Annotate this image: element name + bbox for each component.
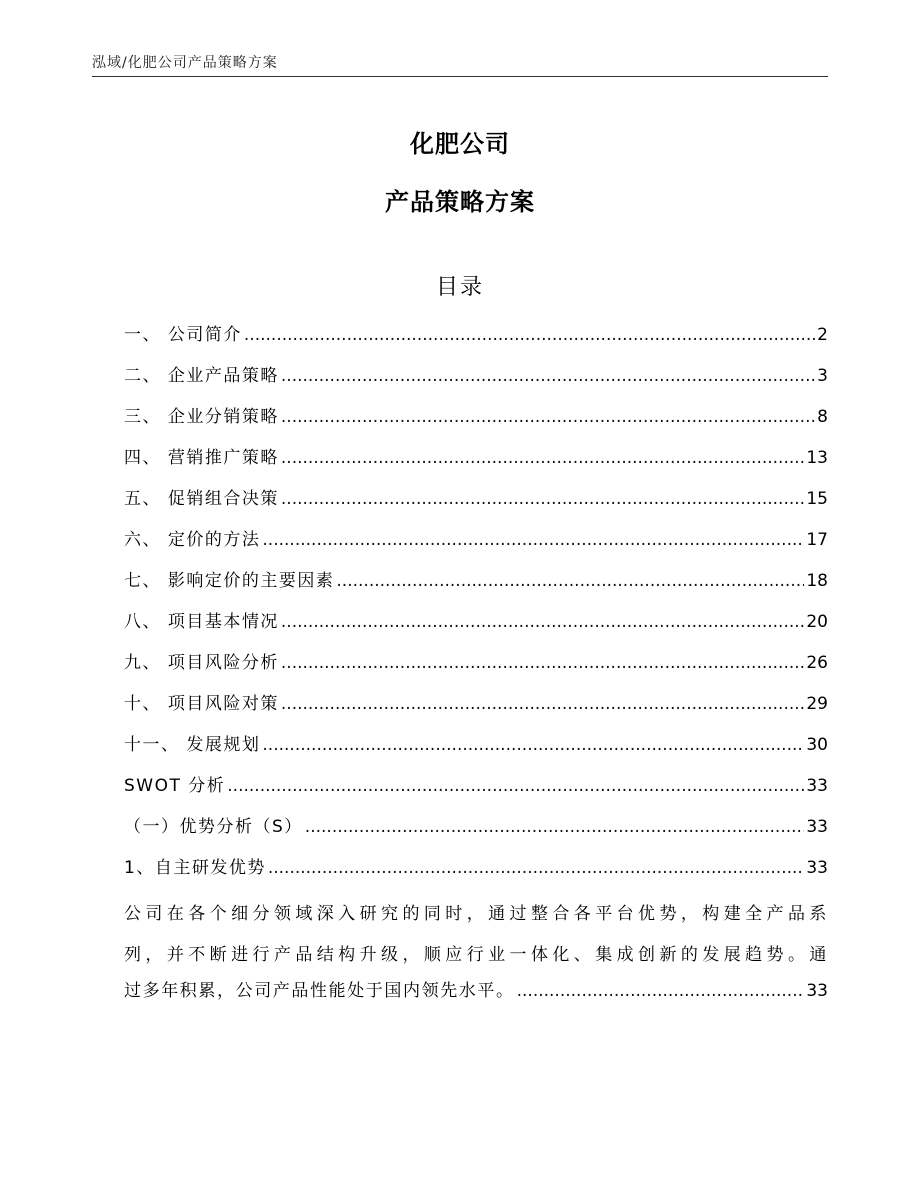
toc-leader-dots — [268, 858, 805, 878]
toc-entry-label: 五、 促销组合决策 — [124, 489, 279, 509]
toc-entry-label: 八、 项目基本情况 — [124, 612, 279, 632]
toc-leader-dots — [281, 489, 804, 509]
toc-leader-dots — [262, 735, 804, 755]
toc-leader-dots — [281, 366, 815, 386]
toc-entry[interactable] — [124, 566, 828, 607]
toc-entry-label: 十一、 发展规划 — [124, 735, 261, 755]
toc-entry[interactable] — [124, 402, 828, 443]
toc-entry-label: 二、 企业产品策略 — [124, 366, 279, 386]
table-of-contents — [124, 320, 828, 1017]
toc-entry-page: 2 — [817, 325, 828, 345]
toc-entry[interactable] — [124, 443, 828, 484]
header-rule — [92, 76, 828, 77]
toc-entry[interactable] — [124, 648, 828, 689]
toc-entry-label: 七、 影响定价的主要因素 — [124, 571, 335, 591]
toc-leader-dots — [517, 981, 805, 1001]
toc-entry-page: 29 — [806, 694, 828, 714]
toc-entry-page: 33 — [806, 981, 828, 1001]
toc-leader-dots — [281, 612, 804, 632]
toc-entry[interactable] — [124, 812, 828, 853]
toc-leader-dots — [281, 653, 804, 673]
toc-paragraph-line: 过多年积累，公司产品性能处于国内领先水平。 — [124, 981, 515, 1001]
toc-paragraph-line: 公司在各个细分领域深入研究的同时，通过整合各平台优势，构建全产品系 — [124, 904, 828, 924]
toc-entry-label: （一）优势分析（S） — [124, 817, 303, 837]
toc-entry[interactable] — [124, 361, 828, 402]
running-header: 泓域/化肥公司产品策略方案 — [92, 55, 278, 71]
toc-entry-label: 九、 项目风险分析 — [124, 653, 279, 673]
toc-leader-dots — [281, 694, 804, 714]
toc-entry[interactable] — [124, 525, 828, 566]
toc-heading: 目录 — [435, 275, 484, 300]
toc-entry-label: 1、自主研发优势 — [124, 858, 266, 878]
toc-entry-page: 15 — [806, 489, 828, 509]
toc-entry-label: 六、 定价的方法 — [124, 530, 261, 550]
toc-entry-page: 30 — [806, 735, 828, 755]
toc-leader-dots — [262, 530, 804, 550]
toc-entry[interactable] — [124, 730, 828, 771]
toc-entry[interactable] — [124, 853, 828, 894]
toc-entry[interactable] — [124, 771, 828, 812]
toc-entry-label: 四、 营销推广策略 — [124, 448, 279, 468]
toc-entry-page: 3 — [817, 366, 828, 386]
toc-leader-dots — [281, 407, 815, 427]
toc-entry-page: 17 — [806, 530, 828, 550]
toc-entry-page: 20 — [806, 612, 828, 632]
toc-leader-dots — [244, 325, 815, 345]
toc-paragraph-last-line — [124, 976, 828, 1017]
document-title-line1: 化肥公司 — [410, 130, 510, 158]
toc-entry-label: 一、 公司简介 — [124, 325, 242, 345]
toc-leader-dots — [336, 571, 804, 591]
toc-entry-label: SWOT 分析 — [124, 776, 226, 796]
toc-entry[interactable] — [124, 484, 828, 525]
toc-paragraph-entry[interactable] — [124, 894, 828, 1017]
toc-paragraph-line: 列，并不断进行产品结构升级，顺应行业一体化、集成创新的发展趋势。通 — [124, 945, 828, 965]
document-title-line2: 产品策略方案 — [385, 188, 535, 216]
toc-entry-page: 18 — [806, 571, 828, 591]
toc-leader-dots — [281, 448, 804, 468]
toc-entry-page: 26 — [806, 653, 828, 673]
toc-entry[interactable] — [124, 320, 828, 361]
toc-entry[interactable] — [124, 607, 828, 648]
toc-entry-page: 33 — [806, 817, 828, 837]
toc-entry-label: 三、 企业分销策略 — [124, 407, 279, 427]
toc-leader-dots — [305, 817, 805, 837]
toc-entry-label: 十、 项目风险对策 — [124, 694, 279, 714]
toc-entry-page: 8 — [817, 407, 828, 427]
toc-leader-dots — [227, 776, 804, 796]
toc-entry-page: 33 — [806, 858, 828, 878]
toc-entry-page: 13 — [806, 448, 828, 468]
toc-entry-page: 33 — [806, 776, 828, 796]
toc-entry[interactable] — [124, 689, 828, 730]
